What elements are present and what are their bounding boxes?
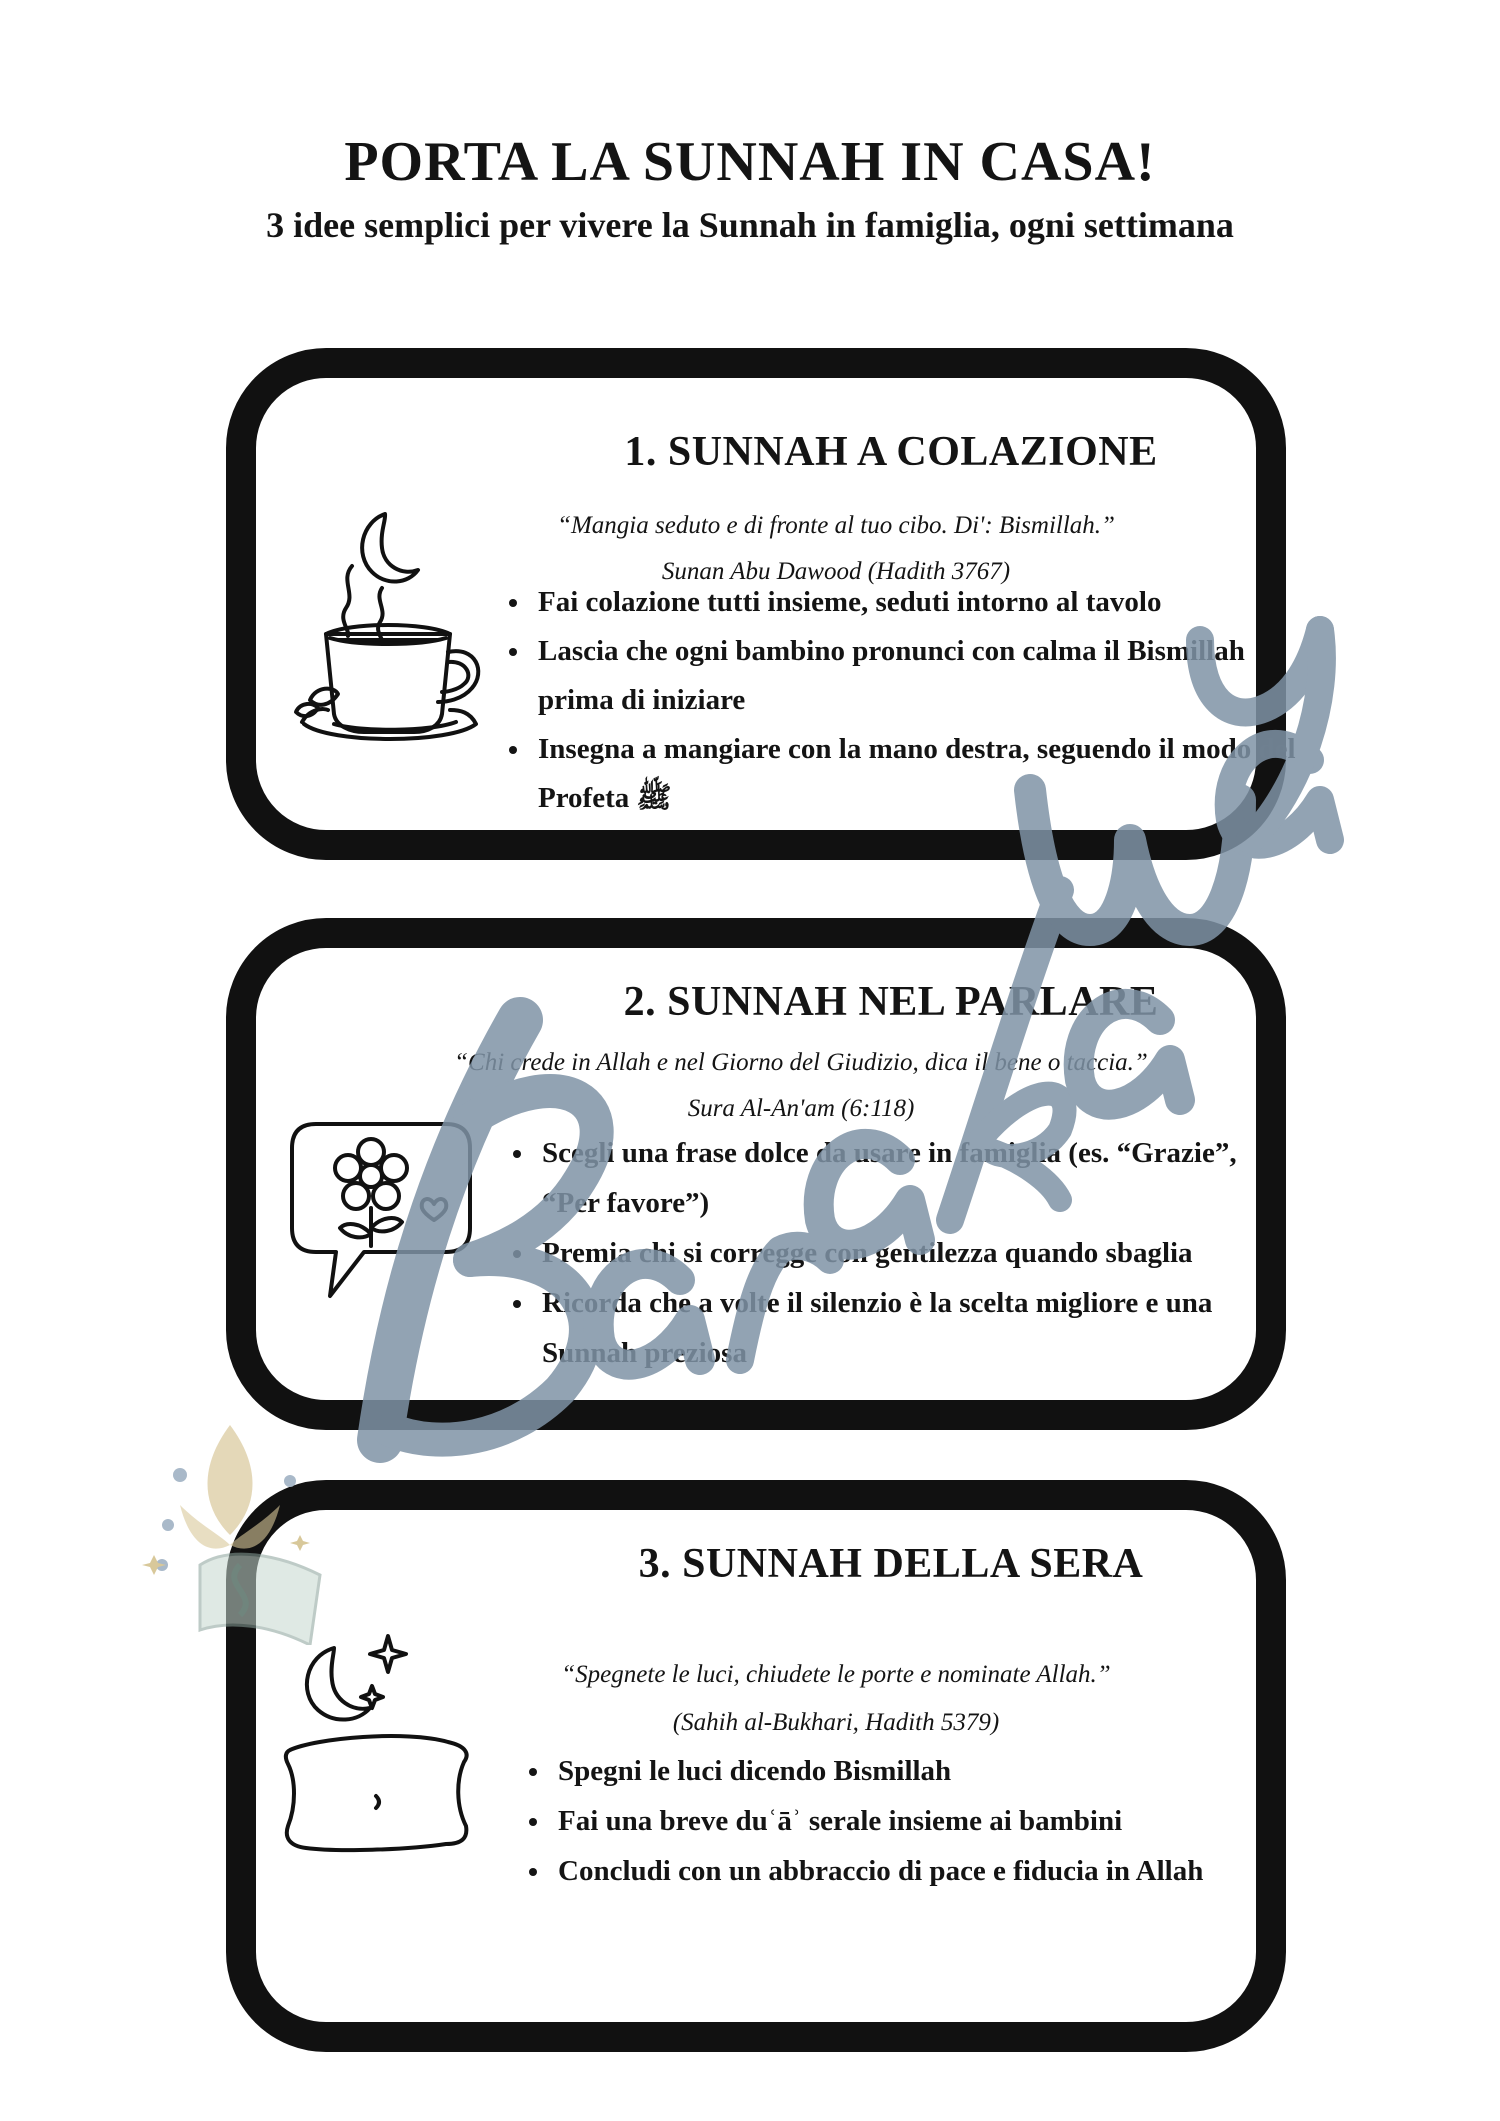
card-items [496, 578, 1302, 823]
coffee-cup-moon-icon [290, 496, 490, 746]
card-source: Sunan Abu Dawood (Hadith 3767) [661, 558, 1011, 585]
list-item: • Premia chi si corregge con gentilezza quando sbaglia [536, 1228, 1276, 1278]
list-item: • Concludi con un abbraccio di pace e fiducia in Allah [552, 1846, 1292, 1896]
card-quote: “Mangia seduto e di fronte al tuo cibo. Di': Bismillah.” [557, 512, 1115, 539]
card-quote: “Spegnete le luci, chiudete le porte e nominate Allah.” [561, 1661, 1111, 1688]
page-title: PORTA LA SUNNAH IN CASA! [344, 131, 1156, 193]
card-title: 1. SUNNAH A COLAZIONE [624, 429, 1158, 475]
card-quote: “Chi crede in Allah e nel Giorno del Giudizio, dica il bene o taccia.” [454, 1049, 1148, 1076]
card-title: 2. SUNNAH NEL PARLARE [623, 979, 1159, 1025]
card-sunnah-della-sera [226, 1480, 1286, 2052]
pillow-moon-stars-icon [276, 1630, 476, 1860]
card-sunnah-nel-parlare [226, 918, 1286, 1430]
list-item: • Insegna a mangiare con la mano destra, seguendo il modo del Profeta ﷺ [532, 725, 1302, 823]
card-items [516, 1746, 1292, 1896]
list-item: • Fai colazione tutti insieme, seduti intorno al tavolo [532, 578, 1302, 627]
list-item: • Ricorda che a volte il silenzio è la scelta migliore e una Sunnah preziosa [536, 1278, 1276, 1378]
page-subtitle: 3 idee semplici per vivere la Sunnah in famiglia, ogni settimana [266, 205, 1234, 245]
card-sunnah-colazione [226, 348, 1296, 860]
card-title: 3. SUNNAH DELLA SERA [638, 1541, 1144, 1587]
speech-bubble-flower-icon [286, 1118, 476, 1308]
page-header [0, 130, 1500, 246]
list-item: • Fai una breve duʿāʾ serale insieme ai bambini [552, 1796, 1292, 1846]
list-item: • Lascia che ogni bambino pronunci con calma il Bismillah prima di iniziare [532, 627, 1302, 725]
list-item: • Spegni le luci dicendo Bismillah [552, 1746, 1292, 1796]
card-source: Sura Al-An'am (6:118) [687, 1095, 915, 1122]
card-items [500, 1128, 1276, 1378]
card-source: (Sahih al-Bukhari, Hadith 5379) [672, 1709, 1000, 1736]
list-item: • Scegli una frase dolce da usare in famiglia (es. “Grazie”, “Per favore”) [536, 1128, 1276, 1228]
